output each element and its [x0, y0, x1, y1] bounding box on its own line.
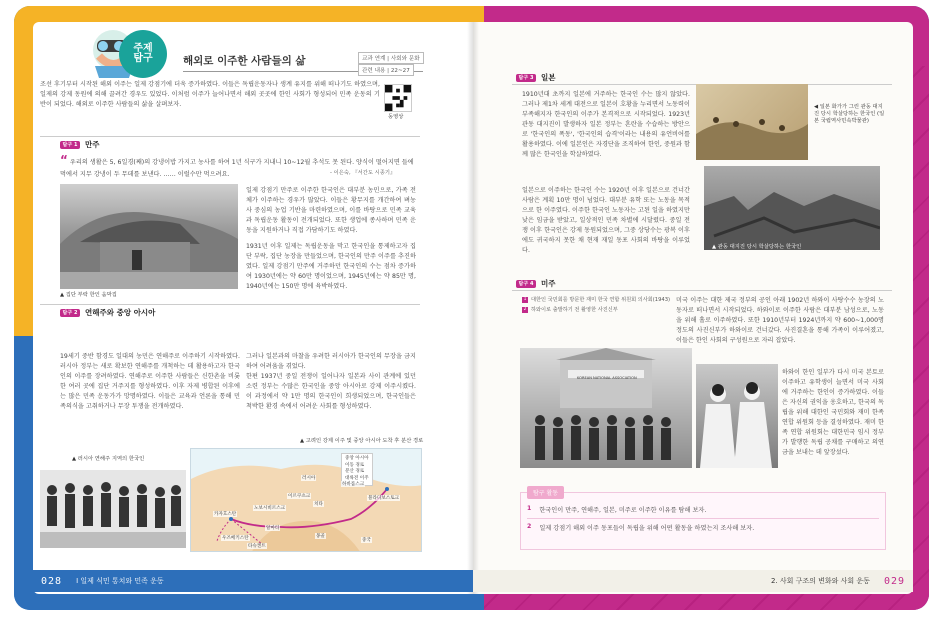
place-label: 블라디보스토크: [368, 496, 400, 501]
pages-link: 관련 내용 | 22~27: [358, 64, 414, 76]
migration-map: [190, 448, 422, 552]
place-label: 타슈켄트: [248, 544, 266, 549]
hut-photo: [60, 184, 238, 289]
page-title: 해외로 이주한 사람들의 삶: [183, 50, 423, 72]
earthquake-photo: [704, 166, 880, 250]
right-chapter-title: 2. 사회 구조의 변화와 사회 운동: [770, 577, 870, 585]
painting-caption: ◀ 일본 화가가 그린 관동 대지진 당시 학살당하는 한국인 (일본 국립역사민속박물관): [814, 104, 885, 124]
america-text-2: 하와이 한인 일부가 다시 미국 본토로 이주하고 유학생이 늘면서 미국 사회에 거주하는 한인이 증가하였다. 이들은 자신의 권익을 옹호하고, 한국의 독립을 위해 대한인 국민회와 재미 한족 연합 위원회 등을 결성하였다. 재미 한족 연합 위원회는 대한민국 임시 정부가 발행한 독립 공채를 구매하고 의연금을 보내는 데 앞장섰다.: [782, 369, 884, 457]
quote-source: - 이은숙, 『서간도 시종기』: [330, 170, 396, 176]
russia-text-1: 19세기 중반 함경도 일대의 농민은 연해주로 이주하기 시작하였다. 러시아 정부는 새로 확보한 연해주를 개척하는 데 활용하고자 한국인의 이주를 장려하였다. 연해주로 이주한 사람들은 신한촌을 비롯한 여러 곳에 집단 거주지를 형성하였다. 이후 자제 병합된 이후에는 많은 민족 운동가가 망명하였다. 이들은 교육과 언론을 통해 민족의식을 고취하거나 무장 투쟁을 전개하였다.: [60, 353, 240, 411]
left-footer: [33, 570, 473, 592]
book-gutter: [467, 22, 479, 594]
association-building-illustration: [520, 348, 692, 468]
section-america: 탐구 4 미주: [516, 278, 556, 289]
divider: [512, 290, 892, 291]
topic-banner: [33, 22, 473, 78]
activity-question-1: 1 한국인이 만주, 연해주, 일본, 미주로 이주한 이유를 탐해 보자.: [527, 505, 879, 519]
place-label: 우즈베키스탄: [222, 536, 249, 541]
activity-question-2: 2 일제 강점기 해외 이주 동포들이 독립을 위해 어떤 활동을 하였는지 조사해 보자.: [527, 523, 755, 532]
painting-illustration: [696, 84, 808, 160]
intro-text: 조선 후기부터 시작된 해외 이주는 일제 강점기에 더욱 증가하였다. 이들은 독립운동자나 생계 유지를 위해 떠나기도 하였으며, 일제의 강제 동원에 의해 끌려간 경우도 있었다. 이처럼 이주가 늘어나면서 해외 곳곳에 한인 사회가 형성되어 민족 운동의 기반이 되었다. 해외로 이주한 사람들의 삶을 살펴보자.: [40, 81, 380, 109]
brides-illustration: [696, 364, 778, 468]
america-caption-1: 1 대한인 국민회를 방문한 재미 한국 연합 위원회 의사회(1943): [523, 296, 671, 303]
map-caption: ▲ 고려인 강제 이주 및 중앙 아시아 도착 후 분산 경로: [300, 438, 424, 444]
picture-brides-photo: [696, 364, 778, 468]
place-label: 하바롭스크: [342, 482, 365, 487]
right-page-number: 029: [883, 575, 905, 587]
hut-caption: ▲ 집단 부락 한인 움막집: [60, 292, 117, 298]
place-label: 노보시비르스크: [254, 506, 286, 511]
america-text-1: 미국 이주는 대한 제국 정부의 공인 아래 1902년 하와이 사탕수수 농장의 노동자로 떠나면서 시작되었다. 하와이로 이주한 사람은 대부분 남성으로, 노동을 위해 홀로 이주하였다. 또한 1910년부터 1924년까지 약 600~1,000명 정도의 사진신부가 하와이로 건너갔다. 사진결혼을 통해 가족이 이루어졌고, 이들은 한인 사회의 구성원으로 자리 잡았다.: [676, 297, 884, 345]
topic-tag: 주제 탐구: [119, 30, 167, 78]
manchuria-text-1: 일제 강점기 만주로 이주한 한국인은 대부분 농민으로, 가족 전체가 이주하는 경우가 많았다. 이들은 황무지를 개간하여 벼농사 중심의 농업 기반을 마련하였으며, 이를 바탕으로 민족 교육과 독립운동 활동이 전개되었다. 또한 생업에 종사하며 민족 운동을 지원하거나 직접 가담하기도 하였다.: [246, 187, 416, 235]
association-photo: [520, 348, 692, 468]
left-page-number: 028: [41, 575, 63, 587]
russia-text-3: 한편 1937년 중일 전쟁이 일어나자 일본과 사이 관계에 있던 소련 정부는 수많은 한국인을 중앙 아시아로 강제 이주시켰다. 이 과정에서 약 1만 명의 한국인이 희생되었으며, 한국인들은 척박한 환경 속에서 어려운 사회를 형성하였다.: [246, 373, 416, 411]
qr-label: 동영상: [388, 114, 404, 120]
painting-photo: [696, 84, 808, 160]
russia-koreans-photo: [40, 470, 186, 548]
quote-mark-icon: “: [60, 153, 68, 167]
place-label: 알마티: [266, 526, 280, 531]
section-russia: 탐구 2 연해주와 중앙 아시아: [60, 307, 155, 318]
qr-code[interactable]: [384, 84, 412, 112]
divider: [40, 304, 420, 305]
russia-text-2: 그러나 일본과의 마찰을 우려한 러시아가 한국인의 무장을 금지하여 어려움을 겪었다.: [246, 353, 416, 371]
japan-text-2: 일본으로 이주하는 한국인 수는 1920년 이후 일본으로 건너간 사람은 계획 10만 명이 넘었다. 대부분 유학 또는 노동을 목적으로 한 이주였다. 이주한 한국인 노동자는 고된 일을 하였지만 낮은 임금을 받았고, 일상적인 민족 차별에 시달렸다. 중일 전쟁 이후 한국인은 강제 동원되었으며, 그중 상당수는 광복 이후에도 귀국하지 못한 채 현재 재일 동포 사회의 바탕을 이루었다.: [522, 187, 690, 255]
earthquake-caption: ▲ 관동 대지진 당시 학살당하는 한국인: [712, 244, 802, 250]
ruins-illustration: [704, 166, 880, 250]
divider: [40, 136, 420, 137]
place-label: 치타: [314, 502, 323, 507]
place-label: 이르쿠츠크: [288, 494, 311, 499]
america-caption-2: 2 하와이로 출발하기 전 촬영한 사진신부: [523, 306, 618, 313]
place-label: 몽골: [316, 534, 325, 539]
map-legend: 중앙 아시아 이동 경로 분산 경로 대륙전 이주: [341, 453, 373, 486]
group-figures-illustration: [40, 470, 186, 548]
building-sign: KOREAN NATIONAL ASSOCIATION: [577, 376, 637, 380]
qr-icon: [385, 85, 411, 111]
right-footer: [473, 570, 913, 592]
place-label: 카자흐스탄: [214, 512, 237, 517]
activity-title: 탐구 활동: [527, 486, 564, 499]
subject-link: 교과 연계 | 사회와 문화: [358, 52, 424, 64]
section-manchuria: 탐구 1 만주: [60, 139, 100, 150]
hut-illustration: [60, 184, 238, 289]
place-label: 중국: [362, 538, 371, 543]
manchuria-text-2: 1931년 이후 일제는 독립운동을 막고 한국인을 통제하고자 집단 부락, 집단 농장을 만들었으며, 한국인의 만주 이주를 추진하였다. 일제 강점기 만주에 거주하던 한국인의 수는 점차 증가하여 1930년에는 약 60만 명이었으며, 1945년에는 약 85만 명, 1940년에는 150만 명에 육박하였다.: [246, 243, 416, 291]
manchuria-quote: “ 우리의 생활은 5, 6일경(째)의 강냉이밥 가지고 농사를 하여 1년 식구가 지내니 10~12월 추석도 못 된다. 양식이 떨어지면 들에 먹에서 지무 강냉이 두 무데를 보낸다. …… 이럴수만 먹으려요.: [60, 153, 414, 179]
japan-text-1: 1910년대 초까지 일본에 거주하는 한국인 수는 많지 않았다. 그러나 제1차 세계 대전으로 일본이 호황을 누리면서 노동력이 부족해지자 한국인의 이주가 본격적으로 시작되었다. 1923년 관동 대지진이 발생하자 일본 정부는 혼란을 수습하는 방안으로 '한국인의 폭동', '한국인의 습격'이라는 내용의 유언비어를 활용하였다. 이에 일본인은 자경단을 조직하여 한인, 중원과 함께 많은 한국인을 학살하였다.: [522, 91, 690, 159]
activity-box: [520, 492, 886, 550]
section-japan: 탐구 3 일본: [516, 72, 556, 83]
place-label: 러시아: [302, 476, 316, 481]
left-chapter-title: Ⅰ 일제 식민 통치와 민족 운동: [76, 577, 164, 585]
russia-photo-caption: ▲ 러시아 연해주 지역의 한국인: [72, 456, 145, 462]
